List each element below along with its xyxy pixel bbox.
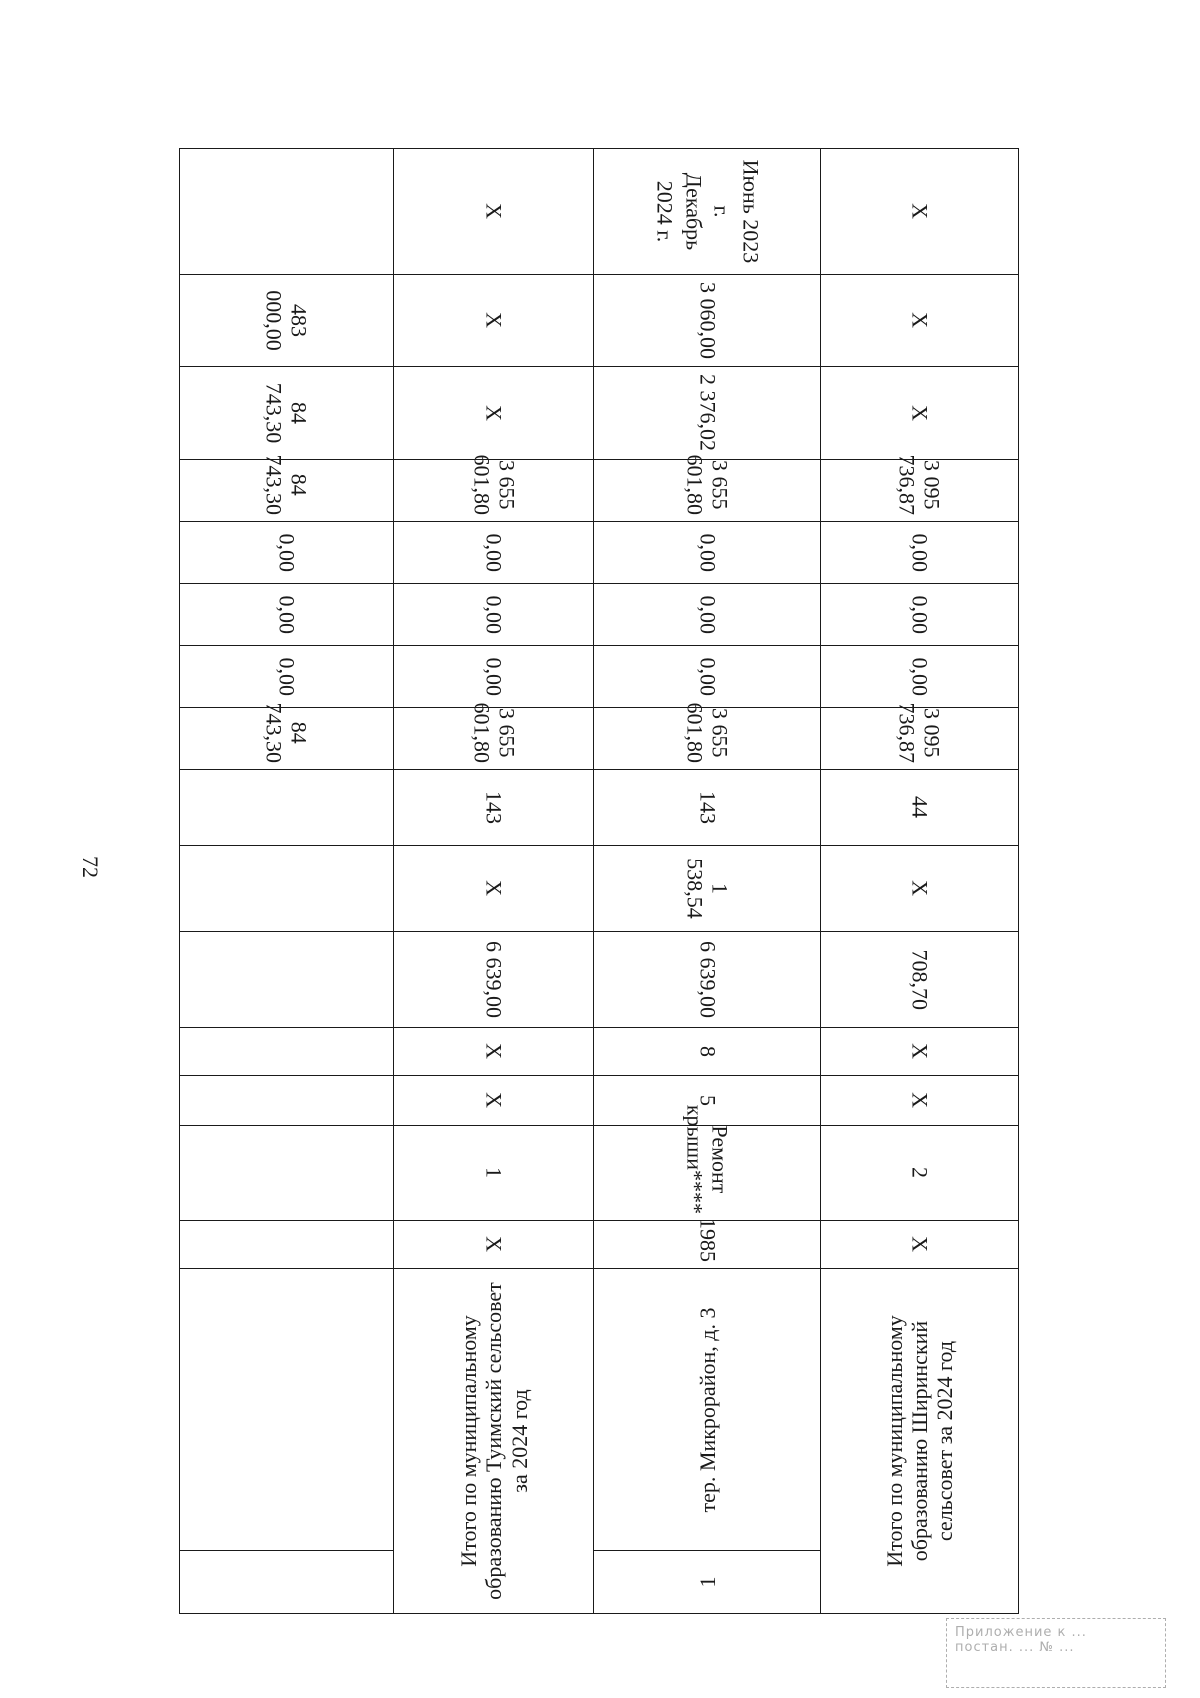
- subtotal-name-cell: Итого по муниципальному образованию Туимский сельсовет за 2024 год: [394, 1269, 594, 1614]
- row-number: 1: [594, 1550, 820, 1613]
- col8-cell: X: [820, 1028, 1018, 1076]
- period-cell: X: [820, 149, 1018, 275]
- table-row: [180, 149, 394, 1614]
- residents-cell: 44: [820, 770, 1018, 846]
- work-type-cell: [180, 1126, 394, 1221]
- federal-funds-cell: 0,00: [180, 646, 394, 708]
- work-type-cell: 2: [820, 1126, 1018, 1221]
- owners-funds-cell: 3 655 601,80: [594, 460, 821, 522]
- regional-funds-cell: 0,00: [820, 584, 1018, 646]
- year-cell: 1985: [594, 1221, 821, 1269]
- federal-funds-cell: 0,00: [594, 646, 821, 708]
- work-type-cell: 1: [394, 1126, 594, 1221]
- work-type-cell: Ремонт крыши****: [594, 1126, 821, 1221]
- col8-cell: 8: [594, 1028, 821, 1076]
- municipal-funds-cell: 0,00: [394, 522, 594, 584]
- specific-cost-cell: 2 376,02: [594, 367, 821, 460]
- col5-cell: X: [820, 1076, 1018, 1126]
- period-cell: X: [394, 149, 594, 275]
- residents-cell: 143: [394, 770, 594, 846]
- rotated-table-container: [179, 149, 1019, 1614]
- municipal-funds-cell: 0,00: [820, 522, 1018, 584]
- federal-funds-cell: 0,00: [820, 646, 1018, 708]
- specific-cost-cell: X: [820, 367, 1018, 460]
- year-cell: X: [394, 1221, 594, 1269]
- regional-funds-cell: 0,00: [594, 584, 821, 646]
- limit-cost-cell: X: [820, 275, 1018, 367]
- living-area-cell: X: [820, 846, 1018, 932]
- owners-funds-cell: 3 095 736,87: [820, 460, 1018, 522]
- total-cost-cell: 84 743,30: [180, 708, 394, 770]
- capital-repair-table: [179, 149, 1019, 1614]
- living-area-cell: [180, 846, 394, 932]
- owners-funds-cell: 84 743,30: [180, 460, 394, 522]
- approval-stamp: [946, 1618, 1166, 1688]
- house-name-cell: 1 тер. Микрорайон, д. 3: [594, 1269, 821, 1614]
- page-number: 72: [78, 856, 103, 878]
- total-cost-cell: 3 655 601,80: [394, 708, 594, 770]
- subtotal-name-cell: Итого по муниципальному образованию Ширинский сельсовет за 2024 год: [820, 1269, 1018, 1614]
- stamp-line-2: постан. ... № ...: [955, 1640, 1075, 1655]
- table-row: [820, 149, 1018, 1614]
- period-start: Июнь 2023 г.: [709, 159, 764, 264]
- year-cell: X: [820, 1221, 1018, 1269]
- col5-cell: [180, 1076, 394, 1126]
- col5-cell: X: [394, 1076, 594, 1126]
- name-cell: [180, 1269, 394, 1614]
- year-cell: [180, 1221, 394, 1269]
- municipal-funds-cell: 0,00: [180, 522, 394, 584]
- owners-funds-cell: 3 655 601,80: [394, 460, 594, 522]
- regional-funds-cell: 0,00: [180, 584, 394, 646]
- residents-cell: 143: [594, 770, 821, 846]
- col8-cell: [180, 1028, 394, 1076]
- period-cell: [594, 149, 821, 275]
- table-row: [394, 149, 594, 1614]
- col8-cell: X: [394, 1028, 594, 1076]
- total-cost-cell: 3 095 736,87: [820, 708, 1018, 770]
- limit-cost-cell: 3 060,00: [594, 275, 821, 367]
- living-area-cell: 1 538,54: [594, 846, 821, 932]
- period-cell: [180, 149, 394, 275]
- repair-plan-table: [179, 148, 1019, 1614]
- living-area-cell: X: [394, 846, 594, 932]
- limit-cost-cell: X: [394, 275, 594, 367]
- specific-cost-cell: X: [394, 367, 594, 460]
- municipal-funds-cell: 0,00: [594, 522, 821, 584]
- stamp-line-1: Приложение к ...: [955, 1625, 1087, 1640]
- total-cost-cell: 3 655 601,80: [594, 708, 821, 770]
- residents-cell: [180, 770, 394, 846]
- table-row: [594, 149, 821, 1614]
- limit-cost-cell: 483 000,00: [180, 275, 394, 367]
- area-cell: 6 639,00: [394, 932, 594, 1028]
- specific-cost-cell: 84 743,30: [180, 367, 394, 460]
- regional-funds-cell: 0,00: [394, 584, 594, 646]
- area-cell: [180, 932, 394, 1028]
- row-number: [180, 1550, 393, 1613]
- col5-cell: 5: [594, 1076, 821, 1126]
- area-cell: 708,70: [820, 932, 1018, 1028]
- federal-funds-cell: 0,00: [394, 646, 594, 708]
- period-end: Декабрь 2024 г.: [652, 172, 707, 251]
- area-cell: 6 639,00: [594, 932, 821, 1028]
